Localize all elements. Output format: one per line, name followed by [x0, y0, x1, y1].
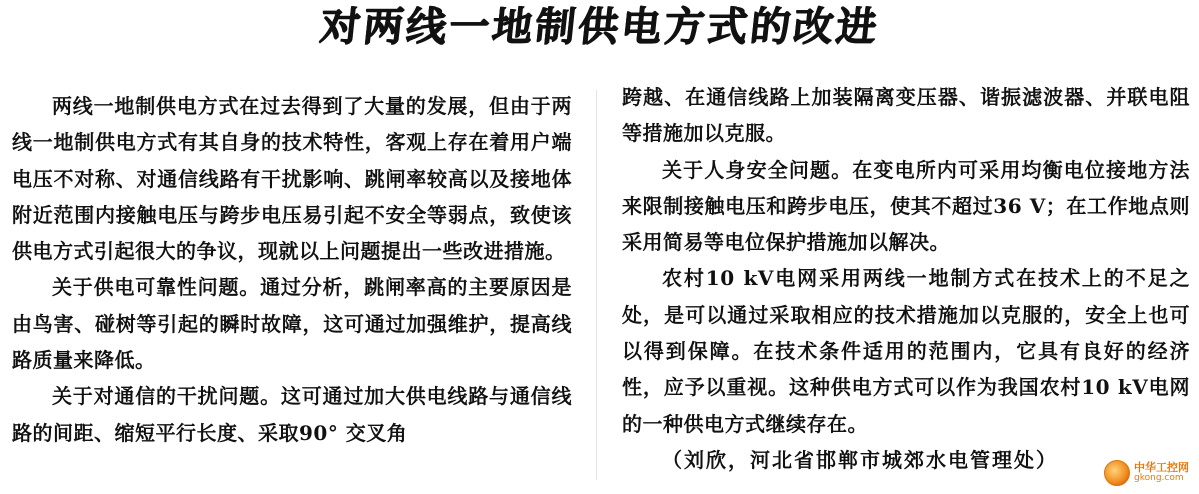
watermark-text [1134, 462, 1189, 484]
column-divider [596, 90, 597, 480]
paragraph: 关于人身安全问题。在变电所内可采用均衡电位接地方法来限制接触电压和跨步电压，使其不超过36 V；在工作地点则采用简易等电位保护措施加以解决。 [622, 157, 1190, 255]
right-column [622, 79, 1190, 478]
paragraph: 关于对通信的干扰问题。这可通过加大供电线路与通信线路的间距、缩短平行长度、采取90° 交叉角 [12, 384, 572, 445]
paragraph: 农村10 kV电网采用两线一地制方式在技术上的不足之处，是可以通过采取相应的技术措施加以克服的，安全上也可以得到保障。在技术条件适用的范围内，它具有良好的经济性，应予以重视。这种供电方式可以作为我国农村10 kV电网的一种供电方式继续存在。 [622, 266, 1190, 436]
site-watermark [1104, 458, 1189, 488]
paragraph-continuation: 跨越、在通信线路上加装隔离变压器、谐振滤波器、并联电阻等措施加以克服。 [622, 85, 1190, 146]
watermark-site-name: 中华工控网 [1134, 461, 1189, 474]
article-title: 对两线一地制供电方式的改进 [317, 4, 882, 50]
paragraph: 关于供电可靠性问题。通过分析，跳闸率高的主要原因是由鸟害、碰树等引起的瞬时故障，这可通过加强维护，提高线路质量来降低。 [12, 275, 572, 373]
author-byline: （刘欣，河北省邯郸市城郊水电管理处） [662, 447, 1058, 472]
left-column [12, 88, 572, 451]
paragraph: 两线一地制供电方式在过去得到了大量的发展，但由于两线一地制供电方式有其自身的技术特性，客观上存在着用户端电压不对称、对通信线路有干扰影响、跳闸率较高以及接地体附近范围内接触电压与跨步电压易引起不安全等弱点，致使该供电方式引起很大的争议，现就以上问题提出一些改进措施。 [12, 94, 572, 264]
watermark-url: gkong.com [1134, 473, 1184, 483]
watermark-logo-icon [1104, 460, 1130, 486]
